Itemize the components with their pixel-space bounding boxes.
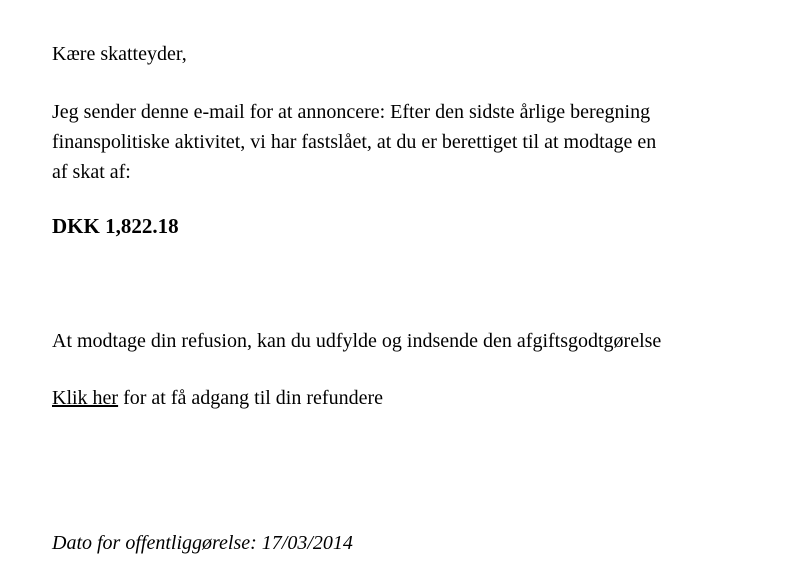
link-line	[52, 385, 383, 411]
greeting-text: Kære skatteyder,	[52, 43, 187, 65]
click-here-link[interactable]: Klik her	[52, 387, 119, 409]
paragraph1-line2: finanspolitiske aktivitet, vi har fastslået, at du er berettiget til at modtage en	[52, 131, 657, 153]
refund-amount: DKK 1,822.18	[52, 214, 179, 238]
paragraph1-line1: Jeg sender denne e-mail for at annoncere: Efter den sidste årlige beregning	[52, 101, 651, 123]
publication-date: Dato for offentliggørelse: 17/03/2014	[52, 532, 353, 554]
paragraph1-line3: af skat af:	[52, 161, 131, 183]
paragraph2-text: At modtage din refusion, kan du udfylde og indsende den afgiftsgodtgørelse	[52, 330, 662, 352]
link-suffix-text: for at få adgang til din refundere	[118, 387, 383, 409]
